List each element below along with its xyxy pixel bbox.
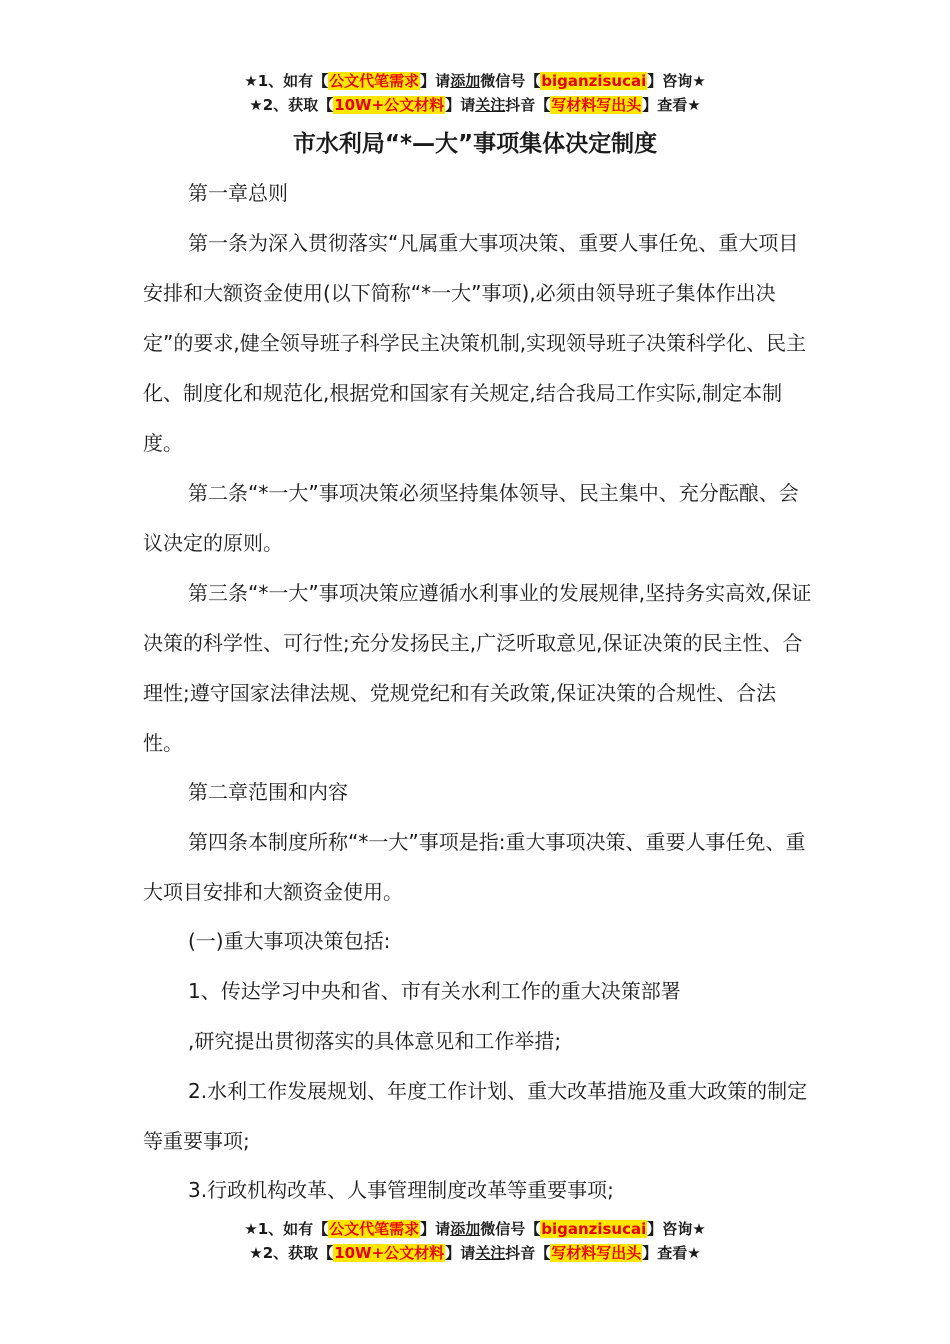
banner-line-1: ★1、如有【公文代笔需求】请添加微信号【biganzisucai】咨询★ xyxy=(244,1220,706,1238)
highlight-service: 公文代笔需求 xyxy=(329,72,420,90)
list-item-2: 2.水利工作发展规划、年度工作计划、重大改革措施及重大政策的制定等重要事项; xyxy=(143,1079,808,1153)
article-4: 第四条本制度所称“*一大”事项是指:重大事项决策、重要人事任免、重大项目安排和大额资金使用。 xyxy=(143,830,806,904)
chapter-2-heading: 第二章范围和内容 xyxy=(188,780,348,804)
article-3: 第三条“*一大”事项决策应遵循水利事业的发展规律,坚持务实高效,保证决策的科学性、可行性;充分发扬民主,广泛听取意见,保证决策的民主性、合理性;遵守国家法律法规、党规党纪和有关政策,保证决策的合规性、合法性。 xyxy=(143,581,812,755)
bottom-banner xyxy=(0,1217,950,1265)
article-2: 第二条“*一大”事项决策必须坚持集体领导、民主集中、充分酝酿、会议决定的原则。 xyxy=(143,481,799,555)
top-banner xyxy=(0,69,950,117)
highlight-materials: 10W+公文材料 xyxy=(334,1244,445,1262)
subsection-1-heading: (一)重大事项决策包括: xyxy=(188,929,391,953)
banner-line-1: ★1、如有【公文代笔需求】请添加微信号【biganzisucai】咨询★ xyxy=(244,72,706,90)
list-item-3: 3.行政机构改革、人事管理制度改革等重要事项; xyxy=(188,1178,614,1202)
chapter-1-heading: 第一章总则 xyxy=(188,181,288,205)
article-1: 第一条为深入贯彻落实“凡属重大事项决策、重要人事任免、重大项目安排和大额资金使用(以下简称“*一大”事项),必须由领导班子集体作出决定”的要求,健全领导班子科学民主决策机制,实现领导班子决策科学化、民主化、制度化和规范化,根据党和国家有关规定,结合我局工作实际,制定本制度。 xyxy=(143,231,807,455)
banner-line-2: ★2、获取【10W+公文材料】请关注抖音【写材料写出头】查看★ xyxy=(249,96,701,114)
list-item-1-line-1: 1、传达学习中央和省、市有关水利工作的重大决策部署 xyxy=(188,979,681,1003)
highlight-wechat-id: biganzisucai xyxy=(541,1220,647,1238)
list-item-1-line-2: ,研究提出贯彻落实的具体意见和工作举措; xyxy=(188,1029,562,1053)
highlight-wechat-id: biganzisucai xyxy=(541,72,647,90)
banner-line-2: ★2、获取【10W+公文材料】请关注抖音【写材料写出头】查看★ xyxy=(249,1244,701,1262)
document-title: 市水利局“*—大”事项集体决定制度 xyxy=(292,131,658,157)
highlight-douyin-account: 写材料写出头 xyxy=(551,1244,642,1262)
highlight-service: 公文代笔需求 xyxy=(329,1220,420,1238)
highlight-materials: 10W+公文材料 xyxy=(334,96,445,114)
highlight-douyin-account: 写材料写出头 xyxy=(551,96,642,114)
